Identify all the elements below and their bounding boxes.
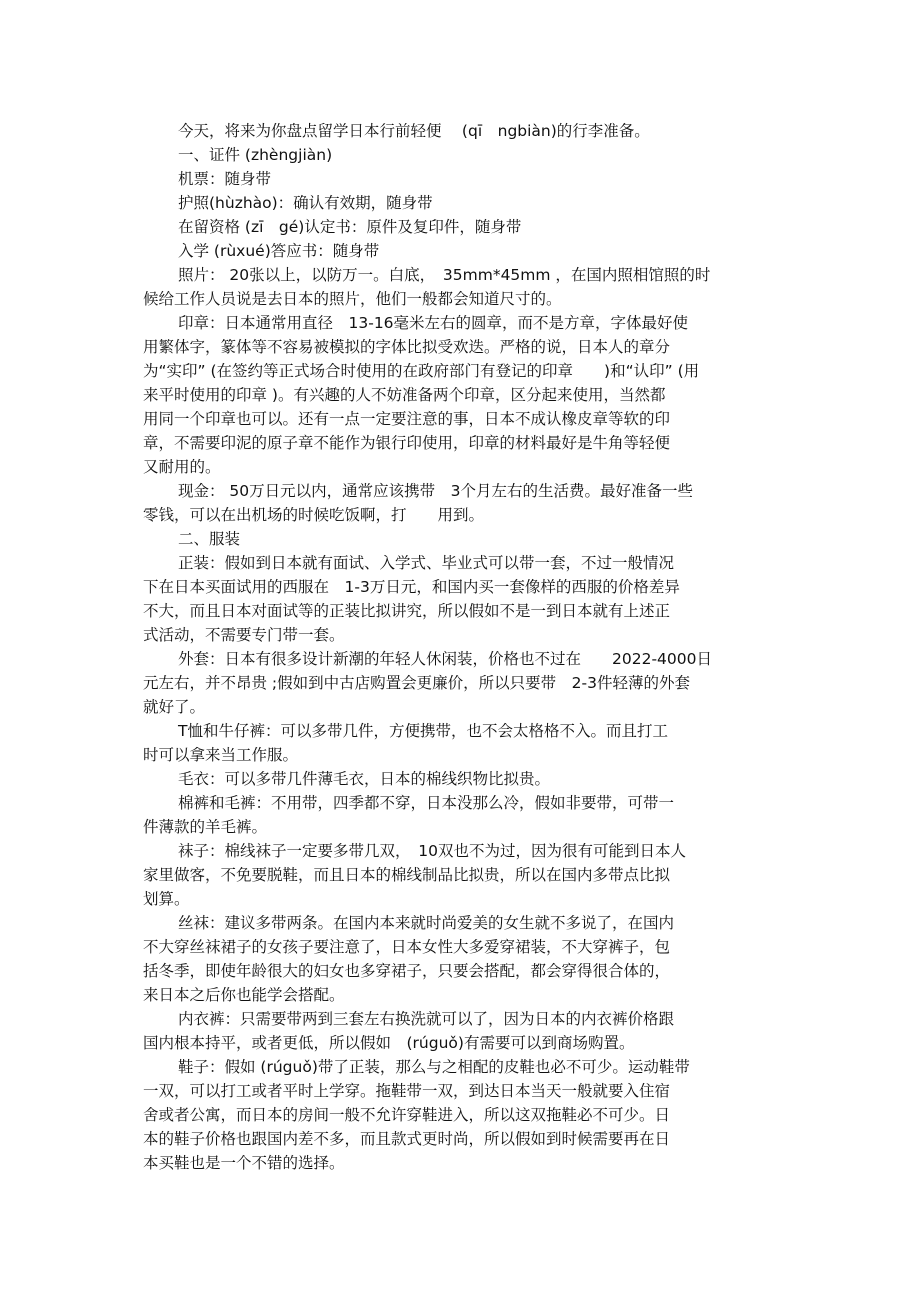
list-item-admission-letter: 入学 (rùxué)答应书：随身带 — [178, 242, 380, 260]
paragraph-cash: 现金： 50万日元以内，通常应该携带 3个月左右的生活费。最好准备一些 — [178, 482, 694, 500]
paragraph-coat-cont: 元左右，并不昂贵 ;假如到中古店购置会更廉价，所以只要带 2-3件轻薄的外套 — [143, 674, 690, 692]
list-item-passport: 护照(hùzhào)：确认有效期，随身带 — [178, 194, 433, 212]
paragraph-formal-wear-cont: 下在日本买面试用的西服在 1-3万日元，和国内买一套像样的西服的价格差异 — [143, 578, 680, 596]
paragraph-seal-cont: 来平时使用的印章 )。有兴趣的人不妨准备两个印章，区分起来使用，当然都 — [143, 386, 666, 404]
paragraph-tshirt-jeans-cont: 时可以拿来当工作服。 — [143, 746, 299, 764]
paragraph-stockings-cont: 括冬季，即使年龄很大的妇女也多穿裙子，只要会搭配，都会穿得很合体的， — [143, 962, 671, 980]
paragraph-shoes-cont: 舍或者公寓，而日本的房间一般不允许穿鞋进入，所以这双拖鞋必不可少。日 — [143, 1106, 671, 1124]
paragraph-underwear-cont: 国内根本持平，或者更低，所以假如 (rúguǒ)有需要可以到商场购置。 — [143, 1034, 635, 1052]
paragraph-socks-cont: 家里做客，不免要脱鞋，而且日本的棉线制品比拟贵，所以在国内多带点比拟 — [143, 866, 671, 884]
paragraph-coat-cont: 就好了。 — [143, 698, 206, 716]
list-item-residence-certificate: 在留资格 (zī gé)认定书：原件及复印件，随身带 — [178, 218, 522, 236]
paragraph-formal-wear-cont: 式活动，不需要专门带一套。 — [143, 626, 345, 644]
paragraph-seal-cont: 章，不需要印泥的原子章不能作为银行印使用，印章的材料最好是牛角等轻便 — [143, 434, 671, 452]
paragraph-formal-wear-cont: 不大，而且日本对面试等的正装比拟讲究，所以假如不是一到日本就有上述正 — [143, 602, 671, 620]
paragraph-formal-wear: 正装：假如到日本就有面试、入学式、毕业式可以带一套，不过一般情况 — [178, 554, 675, 572]
paragraph-stockings: 丝袜：建议多带两条。在国内本来就时尚爱美的女生就不多说了，在国内 — [178, 914, 675, 932]
paragraph-photos: 照片： 20张以上，以防万一。白底， 35mm*45mm ，在国内照相馆照的时 — [178, 266, 711, 284]
paragraph-cash-cont: 零钱，可以在出机场的时候吃饭啊，打 用到。 — [143, 506, 485, 524]
paragraph-seal-cont: 为“实印” (在签约等正式场合时使用的在政府部门有登记的印章 )和“认印” (用 — [143, 362, 700, 380]
section-heading-clothing: 二、服装 — [178, 530, 241, 548]
paragraph-seal: 印章：日本通常用直径 13-16毫米左右的圆章，而不是方章，字体最好使 — [178, 314, 689, 332]
list-item-air-ticket: 机票：随身带 — [178, 170, 272, 188]
paragraph-socks: 袜子：棉线袜子一定要多带几双， 10双也不为过，因为很有可能到日本人 — [178, 842, 686, 860]
paragraph-shoes-cont: 本买鞋也是一个不错的选择。 — [143, 1154, 345, 1172]
paragraph-thermal-pants: 棉裤和毛裤：不用带，四季都不穿，日本没那么冷，假如非要带，可带一 — [178, 794, 675, 812]
paragraph-tshirt-jeans: T恤和牛仔裤：可以多带几件，方便携带，也不会太格格不入。而且打工 — [178, 722, 668, 740]
paragraph-underwear: 内衣裤：只需要带两到三套左右换洗就可以了，因为日本的内衣裤价格跟 — [178, 1010, 675, 1028]
paragraph-sweater: 毛衣：可以多带几件薄毛衣，日本的棉线织物比拟贵。 — [178, 770, 551, 788]
paragraph-shoes-cont: 本的鞋子价格也跟国内差不多，而且款式更时尚，所以假如到时候需要再在日 — [143, 1130, 671, 1148]
paragraph-seal-cont: 又耐用的。 — [143, 458, 221, 476]
paragraph-intro: 今天，将来为你盘点留学日本行前轻便 (qī ngbiàn)的行李准备。 — [178, 122, 650, 140]
paragraph-coat: 外套：日本有很多设计新潮的年轻人休闲装，价格也不过在 2022-4000日 — [178, 650, 712, 668]
paragraph-socks-cont: 划算。 — [143, 890, 190, 908]
paragraph-seal-cont: 用同一个印章也可以。还有一点一定要注意的事，日本不成认橡皮章等软的印 — [143, 410, 671, 428]
paragraph-photos-cont: 候给工作人员说是去日本的照片，他们一般都会知道尺寸的。 — [143, 290, 562, 308]
paragraph-shoes-cont: 一双，可以打工或者平时上学穿。拖鞋带一双，到达日本当天一般就要入住宿 — [143, 1082, 671, 1100]
paragraph-stockings-cont: 来日本之后你也能学会搭配。 — [143, 986, 345, 1004]
paragraph-stockings-cont: 不大穿丝袜裙子的女孩子要注意了，日本女性大多爱穿裙装，不大穿裤子，包 — [143, 938, 671, 956]
paragraph-shoes: 鞋子：假如 (rúguǒ)带了正装，那么与之相配的皮鞋也必不可少。运动鞋带 — [178, 1058, 690, 1076]
paragraph-seal-cont: 用繁体字，篆体等不容易被模拟的字体比拟受欢迭。严格的说，日本人的章分 — [143, 338, 671, 356]
paragraph-thermal-pants-cont: 件薄款的羊毛裤。 — [143, 818, 268, 836]
section-heading-documents: 一、证件 (zhèngjiàn) — [178, 146, 333, 164]
